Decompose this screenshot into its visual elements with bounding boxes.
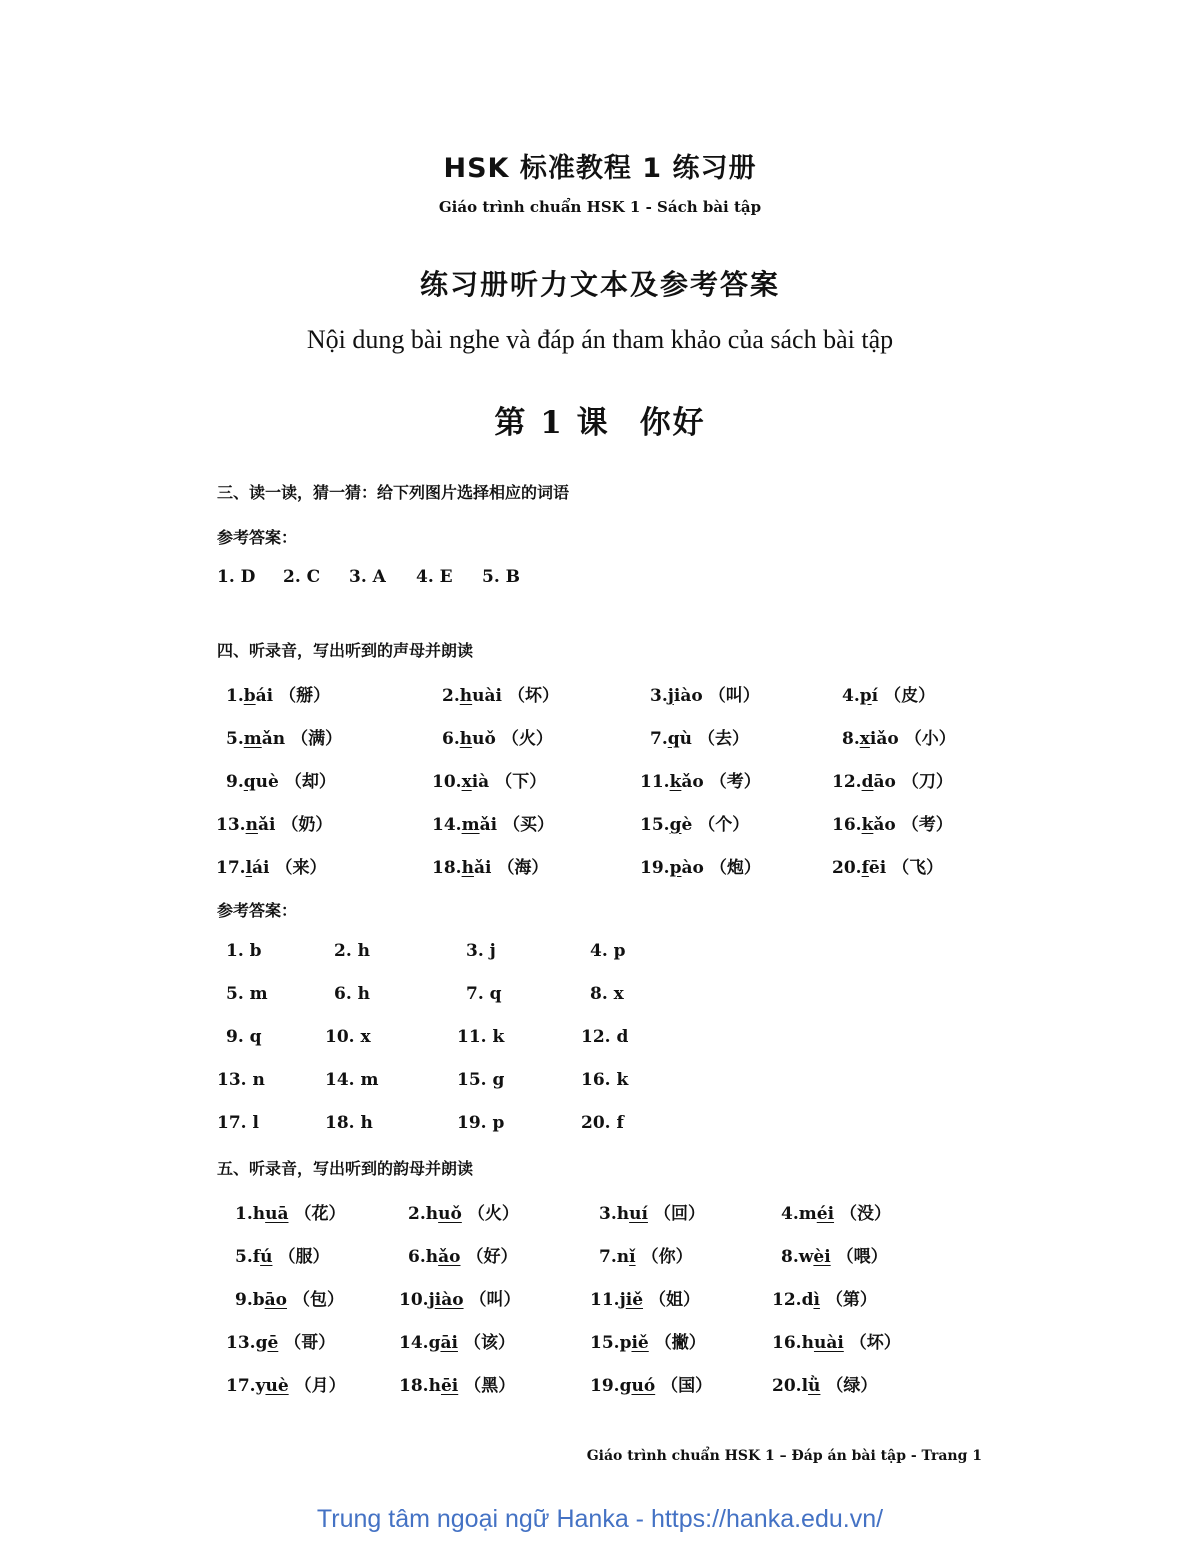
- exercise-item: [772, 1285, 877, 1310]
- answer-blank: m: [243, 729, 262, 749]
- answer-blank: x: [859, 729, 870, 749]
- item-number: 12.: [832, 772, 862, 792]
- pinyin-rest: ǎi: [473, 858, 492, 878]
- pinyin-rest: uài: [472, 686, 502, 706]
- answer-blank: ú: [260, 1247, 273, 1267]
- exercise-item: [442, 681, 559, 706]
- item-number: 19.: [640, 858, 670, 878]
- exercise-item: [781, 1199, 891, 1224]
- hanzi: （刀）: [901, 772, 953, 792]
- answer-blank: q: [243, 772, 256, 792]
- section4-answer: 7. q: [466, 984, 502, 1004]
- answer-blank: uā: [265, 1204, 289, 1224]
- hanzi: （没）: [840, 1204, 892, 1224]
- answer-blank: èi: [813, 1247, 831, 1267]
- section4-answer: 13. n: [217, 1070, 265, 1090]
- section4-answer: 2. h: [334, 941, 371, 961]
- pinyin-initial: h: [616, 1204, 630, 1224]
- section3-answer: 4. E: [416, 567, 453, 587]
- hanzi: （黑）: [464, 1376, 516, 1396]
- item-number: 13.: [226, 1333, 256, 1353]
- item-number: 15.: [590, 1333, 620, 1353]
- answer-blank: iě: [625, 1290, 644, 1310]
- exercise-item: [590, 1371, 712, 1396]
- hanzi: （哥）: [284, 1333, 336, 1353]
- pinyin-initial: h: [252, 1204, 266, 1224]
- exercise-item: [781, 1242, 888, 1267]
- hanzi: （撇）: [654, 1333, 706, 1353]
- item-number: 8.: [781, 1247, 799, 1267]
- pinyin-initial: g: [255, 1333, 268, 1353]
- answer-blank: k: [861, 815, 874, 835]
- section4-answer: 5. m: [226, 984, 268, 1004]
- item-number: 6.: [408, 1247, 426, 1267]
- hanzi: （海）: [497, 858, 549, 878]
- item-number: 5.: [235, 1247, 253, 1267]
- exercise-item: [235, 1242, 329, 1267]
- exercise-item: [235, 1199, 346, 1224]
- website-link[interactable]: Trung tâm ngoại ngữ Hanka - https://hanka.edu.vn/: [316, 1505, 884, 1533]
- hanzi: （绿）: [826, 1376, 878, 1396]
- section3-answer-label: 参考答案：: [217, 528, 298, 547]
- item-number: 17.: [216, 858, 246, 878]
- page-title: HSK 标准教程 1 练习册: [443, 153, 757, 184]
- pinyin-initial: m: [798, 1204, 817, 1224]
- answer-blank: iào: [434, 1290, 464, 1310]
- hanzi: （满）: [291, 729, 343, 749]
- pinyin-initial: h: [428, 1376, 441, 1396]
- hanzi: （火）: [501, 729, 553, 749]
- lesson-number: 第 1 课: [494, 405, 610, 441]
- answer-blank: ǐ: [629, 1247, 636, 1267]
- exercise-item: [650, 724, 749, 749]
- answer-blank: ēi: [440, 1376, 459, 1396]
- section3-heading: 三、读一读，猜一猜：给下列图片选择相应的词语: [217, 483, 570, 502]
- section4-answer: 10. x: [325, 1027, 371, 1047]
- answer-blank: k: [669, 772, 682, 792]
- pinyin-initial: j: [428, 1290, 435, 1310]
- pinyin-rest: ào: [681, 858, 704, 878]
- exercise-item: [216, 810, 332, 835]
- hanzi: （火）: [467, 1204, 519, 1224]
- exercise-item: [432, 767, 546, 792]
- pinyin-initial: f: [252, 1247, 261, 1267]
- pinyin-rest: ù: [679, 729, 693, 749]
- item-number: 11.: [640, 772, 670, 792]
- section4-answer: 11. k: [457, 1027, 505, 1047]
- answer-blank: g: [669, 815, 682, 835]
- answer-blank: n: [245, 815, 258, 835]
- hanzi: （却）: [284, 772, 336, 792]
- answer-blank: b: [243, 686, 256, 706]
- pinyin-rest: ià: [471, 772, 490, 792]
- item-number: 14.: [399, 1333, 429, 1353]
- answer-blank: h: [459, 686, 473, 706]
- exercise-item: [640, 810, 749, 835]
- hanzi: （包）: [293, 1290, 344, 1310]
- hanzi: （考）: [709, 772, 761, 792]
- hanzi: （坏）: [849, 1333, 901, 1353]
- answer-blank: p: [669, 858, 682, 878]
- pinyin-initial: g: [428, 1333, 441, 1353]
- exercise-item: [432, 810, 554, 835]
- exercise-item: [432, 853, 548, 878]
- answer-blank: ì: [813, 1290, 820, 1310]
- section3-answer: 2. C: [283, 567, 321, 587]
- pinyin-rest: ǎo: [873, 815, 896, 835]
- answer-blank: p: [859, 686, 872, 706]
- section4-answer: 6. h: [334, 984, 371, 1004]
- section4-answer: 9. q: [226, 1027, 262, 1047]
- exercise-item: [832, 853, 943, 878]
- hanzi: （花）: [294, 1204, 346, 1224]
- hanzi: （个）: [698, 815, 750, 835]
- exercise-item: [226, 1328, 335, 1353]
- answer-blank: j: [667, 686, 674, 706]
- pinyin-rest: iào: [673, 686, 703, 706]
- item-number: 16.: [832, 815, 862, 835]
- exercise-item: [842, 681, 935, 706]
- exercise-item: [399, 1285, 521, 1310]
- document-heading-vietnamese: Nội dung bài nghe và đáp án tham khảo của sách bài tập: [306, 325, 894, 354]
- hanzi: （服）: [278, 1247, 330, 1267]
- section4-answer: 1. b: [226, 941, 262, 961]
- hanzi: （叫）: [469, 1290, 521, 1310]
- item-number: 1.: [235, 1204, 253, 1224]
- exercise-item: [226, 724, 342, 749]
- item-number: 3.: [599, 1204, 617, 1224]
- exercise-item: [832, 810, 953, 835]
- pinyin-rest: ái: [255, 686, 274, 706]
- section4-answer: 16. k: [581, 1070, 629, 1090]
- hanzi: （你）: [641, 1247, 693, 1267]
- hanzi: （皮）: [884, 686, 936, 706]
- exercise-item: [226, 681, 330, 706]
- exercise-item: [399, 1328, 515, 1353]
- pinyin-initial: y: [255, 1376, 266, 1396]
- answer-blank: éi: [816, 1204, 835, 1224]
- item-number: 2.: [442, 686, 460, 706]
- item-number: 14.: [432, 815, 462, 835]
- answer-blank: d: [861, 772, 874, 792]
- hanzi: （考）: [901, 815, 953, 835]
- pinyin-initial: d: [801, 1290, 814, 1310]
- exercise-item: [235, 1285, 344, 1310]
- answer-blank: uí: [629, 1204, 648, 1224]
- hanzi: （姐）: [649, 1290, 701, 1310]
- exercise-item: [599, 1199, 705, 1224]
- item-number: 15.: [640, 815, 670, 835]
- pinyin-rest: uè: [255, 772, 279, 792]
- exercise-item: [599, 1242, 693, 1267]
- item-number: 6.: [442, 729, 460, 749]
- item-number: 8.: [842, 729, 860, 749]
- section4-answer: 14. m: [325, 1070, 379, 1090]
- exercise-item: [226, 767, 336, 792]
- item-number: 13.: [216, 815, 246, 835]
- section3-answer: 5. B: [482, 567, 521, 587]
- item-number: 3.: [650, 686, 668, 706]
- hanzi: （该）: [463, 1333, 515, 1353]
- exercise-item: [772, 1328, 901, 1353]
- item-number: 18.: [432, 858, 462, 878]
- hanzi: （飞）: [892, 858, 944, 878]
- section4-answer: 17. l: [217, 1113, 259, 1133]
- answer-blank: x: [461, 772, 472, 792]
- exercise-item: [640, 853, 761, 878]
- hanzi: （坏）: [507, 686, 559, 706]
- section4-answer: 20. f: [581, 1113, 624, 1133]
- answer-blank: āi: [440, 1333, 458, 1353]
- answer-blank: q: [667, 729, 680, 749]
- answer-blank: m: [461, 815, 480, 835]
- pinyin-rest: ǎo: [681, 772, 704, 792]
- item-number: 9.: [226, 772, 244, 792]
- section4-heading: 四、听录音，写出听到的声母并朗读: [217, 641, 474, 660]
- item-number: 4.: [842, 686, 860, 706]
- pinyin-initial: w: [798, 1247, 814, 1267]
- answer-blank: uǒ: [438, 1204, 462, 1224]
- hanzi: （来）: [275, 858, 327, 878]
- answer-blank: āo: [264, 1290, 287, 1310]
- section4-answer-label: 参考答案：: [217, 901, 298, 920]
- exercise-item: [399, 1371, 515, 1396]
- hanzi: （买）: [503, 815, 555, 835]
- pinyin-rest: ǎi: [257, 815, 276, 835]
- item-number: 10.: [399, 1290, 429, 1310]
- pinyin-initial: j: [619, 1290, 626, 1310]
- hanzi: （奶）: [281, 815, 333, 835]
- pinyin-initial: g: [619, 1376, 632, 1396]
- hanzi: （回）: [653, 1204, 705, 1224]
- answer-blank: h: [461, 858, 474, 878]
- item-number: 9.: [235, 1290, 253, 1310]
- hanzi: （月）: [294, 1376, 346, 1396]
- item-number: 12.: [772, 1290, 802, 1310]
- answer-blank: uài: [813, 1333, 844, 1353]
- section4-answer: 19. p: [457, 1113, 505, 1133]
- hanzi: （炮）: [709, 858, 761, 878]
- hanzi: （小）: [904, 729, 956, 749]
- answer-blank: f: [861, 858, 869, 878]
- section4-answer: 18. h: [325, 1113, 373, 1133]
- answer-blank: l: [245, 858, 253, 878]
- item-number: 20.: [772, 1376, 802, 1396]
- item-number: 17.: [226, 1376, 256, 1396]
- hanzi: （去）: [698, 729, 750, 749]
- exercise-item: [650, 681, 760, 706]
- pinyin-initial: l: [801, 1376, 809, 1396]
- item-number: 11.: [590, 1290, 620, 1310]
- section4-answer: 12. d: [581, 1027, 629, 1047]
- exercise-item: [216, 853, 327, 878]
- page-subtitle: Giáo trình chuẩn HSK 1 - Sách bài tập: [438, 198, 762, 216]
- item-number: 1.: [226, 686, 244, 706]
- exercise-item: [590, 1328, 706, 1353]
- exercise-item: [640, 767, 761, 792]
- exercise-item: [442, 724, 553, 749]
- hanzi: （第）: [825, 1290, 877, 1310]
- exercise-item: [842, 724, 956, 749]
- pinyin-rest: è: [681, 815, 693, 835]
- pinyin-rest: ǎi: [479, 815, 498, 835]
- item-number: 2.: [408, 1204, 426, 1224]
- pinyin-initial: p: [619, 1333, 632, 1353]
- hanzi: （叫）: [708, 686, 760, 706]
- item-number: 20.: [832, 858, 862, 878]
- document-heading-chinese: 练习册听力文本及参考答案: [419, 268, 780, 301]
- exercise-item: [772, 1371, 877, 1396]
- section5-heading: 五、听录音，写出听到的韵母并朗读: [217, 1159, 474, 1178]
- lesson-title: [0, 397, 1200, 442]
- answer-blank: uó: [631, 1376, 656, 1396]
- item-number: 10.: [432, 772, 462, 792]
- section4-answer: 4. p: [590, 941, 626, 961]
- item-number: 7.: [650, 729, 668, 749]
- section3-answer: 1. D: [217, 567, 256, 587]
- item-number: 7.: [599, 1247, 617, 1267]
- pinyin-rest: í: [871, 686, 879, 706]
- lesson-name: 你好: [639, 405, 706, 441]
- pinyin-rest: āo: [873, 772, 896, 792]
- item-number: 4.: [781, 1204, 799, 1224]
- pinyin-rest: ái: [252, 858, 270, 878]
- pinyin-initial: h: [801, 1333, 814, 1353]
- item-number: 19.: [590, 1376, 620, 1396]
- section4-answer: 15. g: [457, 1070, 505, 1090]
- pinyin-rest: iǎo: [869, 729, 899, 749]
- section4-answer: 3. j: [466, 941, 496, 961]
- exercise-item: [832, 767, 953, 792]
- pinyin-initial: n: [616, 1247, 630, 1267]
- page-footer: Giáo trình chuẩn HSK 1 – Đáp án bài tập - Trang 1: [586, 1448, 982, 1464]
- answer-blank: ǜ: [808, 1376, 821, 1396]
- hanzi: （掰）: [279, 686, 331, 706]
- answer-blank: uè: [265, 1376, 289, 1396]
- hanzi: （下）: [495, 772, 547, 792]
- section4-answer: 8. x: [590, 984, 624, 1004]
- hanzi: （国）: [661, 1376, 713, 1396]
- pinyin-initial: h: [425, 1247, 439, 1267]
- hanzi: （好）: [466, 1247, 518, 1267]
- pinyin-initial: h: [425, 1204, 439, 1224]
- exercise-item: [408, 1199, 519, 1224]
- answer-blank: h: [459, 729, 473, 749]
- pinyin-rest: ēi: [868, 858, 887, 878]
- section3-answer: 3. A: [349, 567, 386, 587]
- answer-blank: iě: [631, 1333, 649, 1353]
- exercise-item: [226, 1371, 346, 1396]
- exercise-item: [408, 1242, 517, 1267]
- pinyin-rest: ǎn: [261, 729, 286, 749]
- item-number: 5.: [226, 729, 244, 749]
- exercise-item: [590, 1285, 700, 1310]
- item-number: 16.: [772, 1333, 802, 1353]
- item-number: 18.: [399, 1376, 429, 1396]
- answer-blank: ǎo: [438, 1247, 461, 1267]
- hanzi: （喂）: [836, 1247, 888, 1267]
- pinyin-initial: b: [252, 1290, 265, 1310]
- answer-blank: ē: [267, 1333, 279, 1353]
- pinyin-rest: uǒ: [472, 729, 496, 749]
